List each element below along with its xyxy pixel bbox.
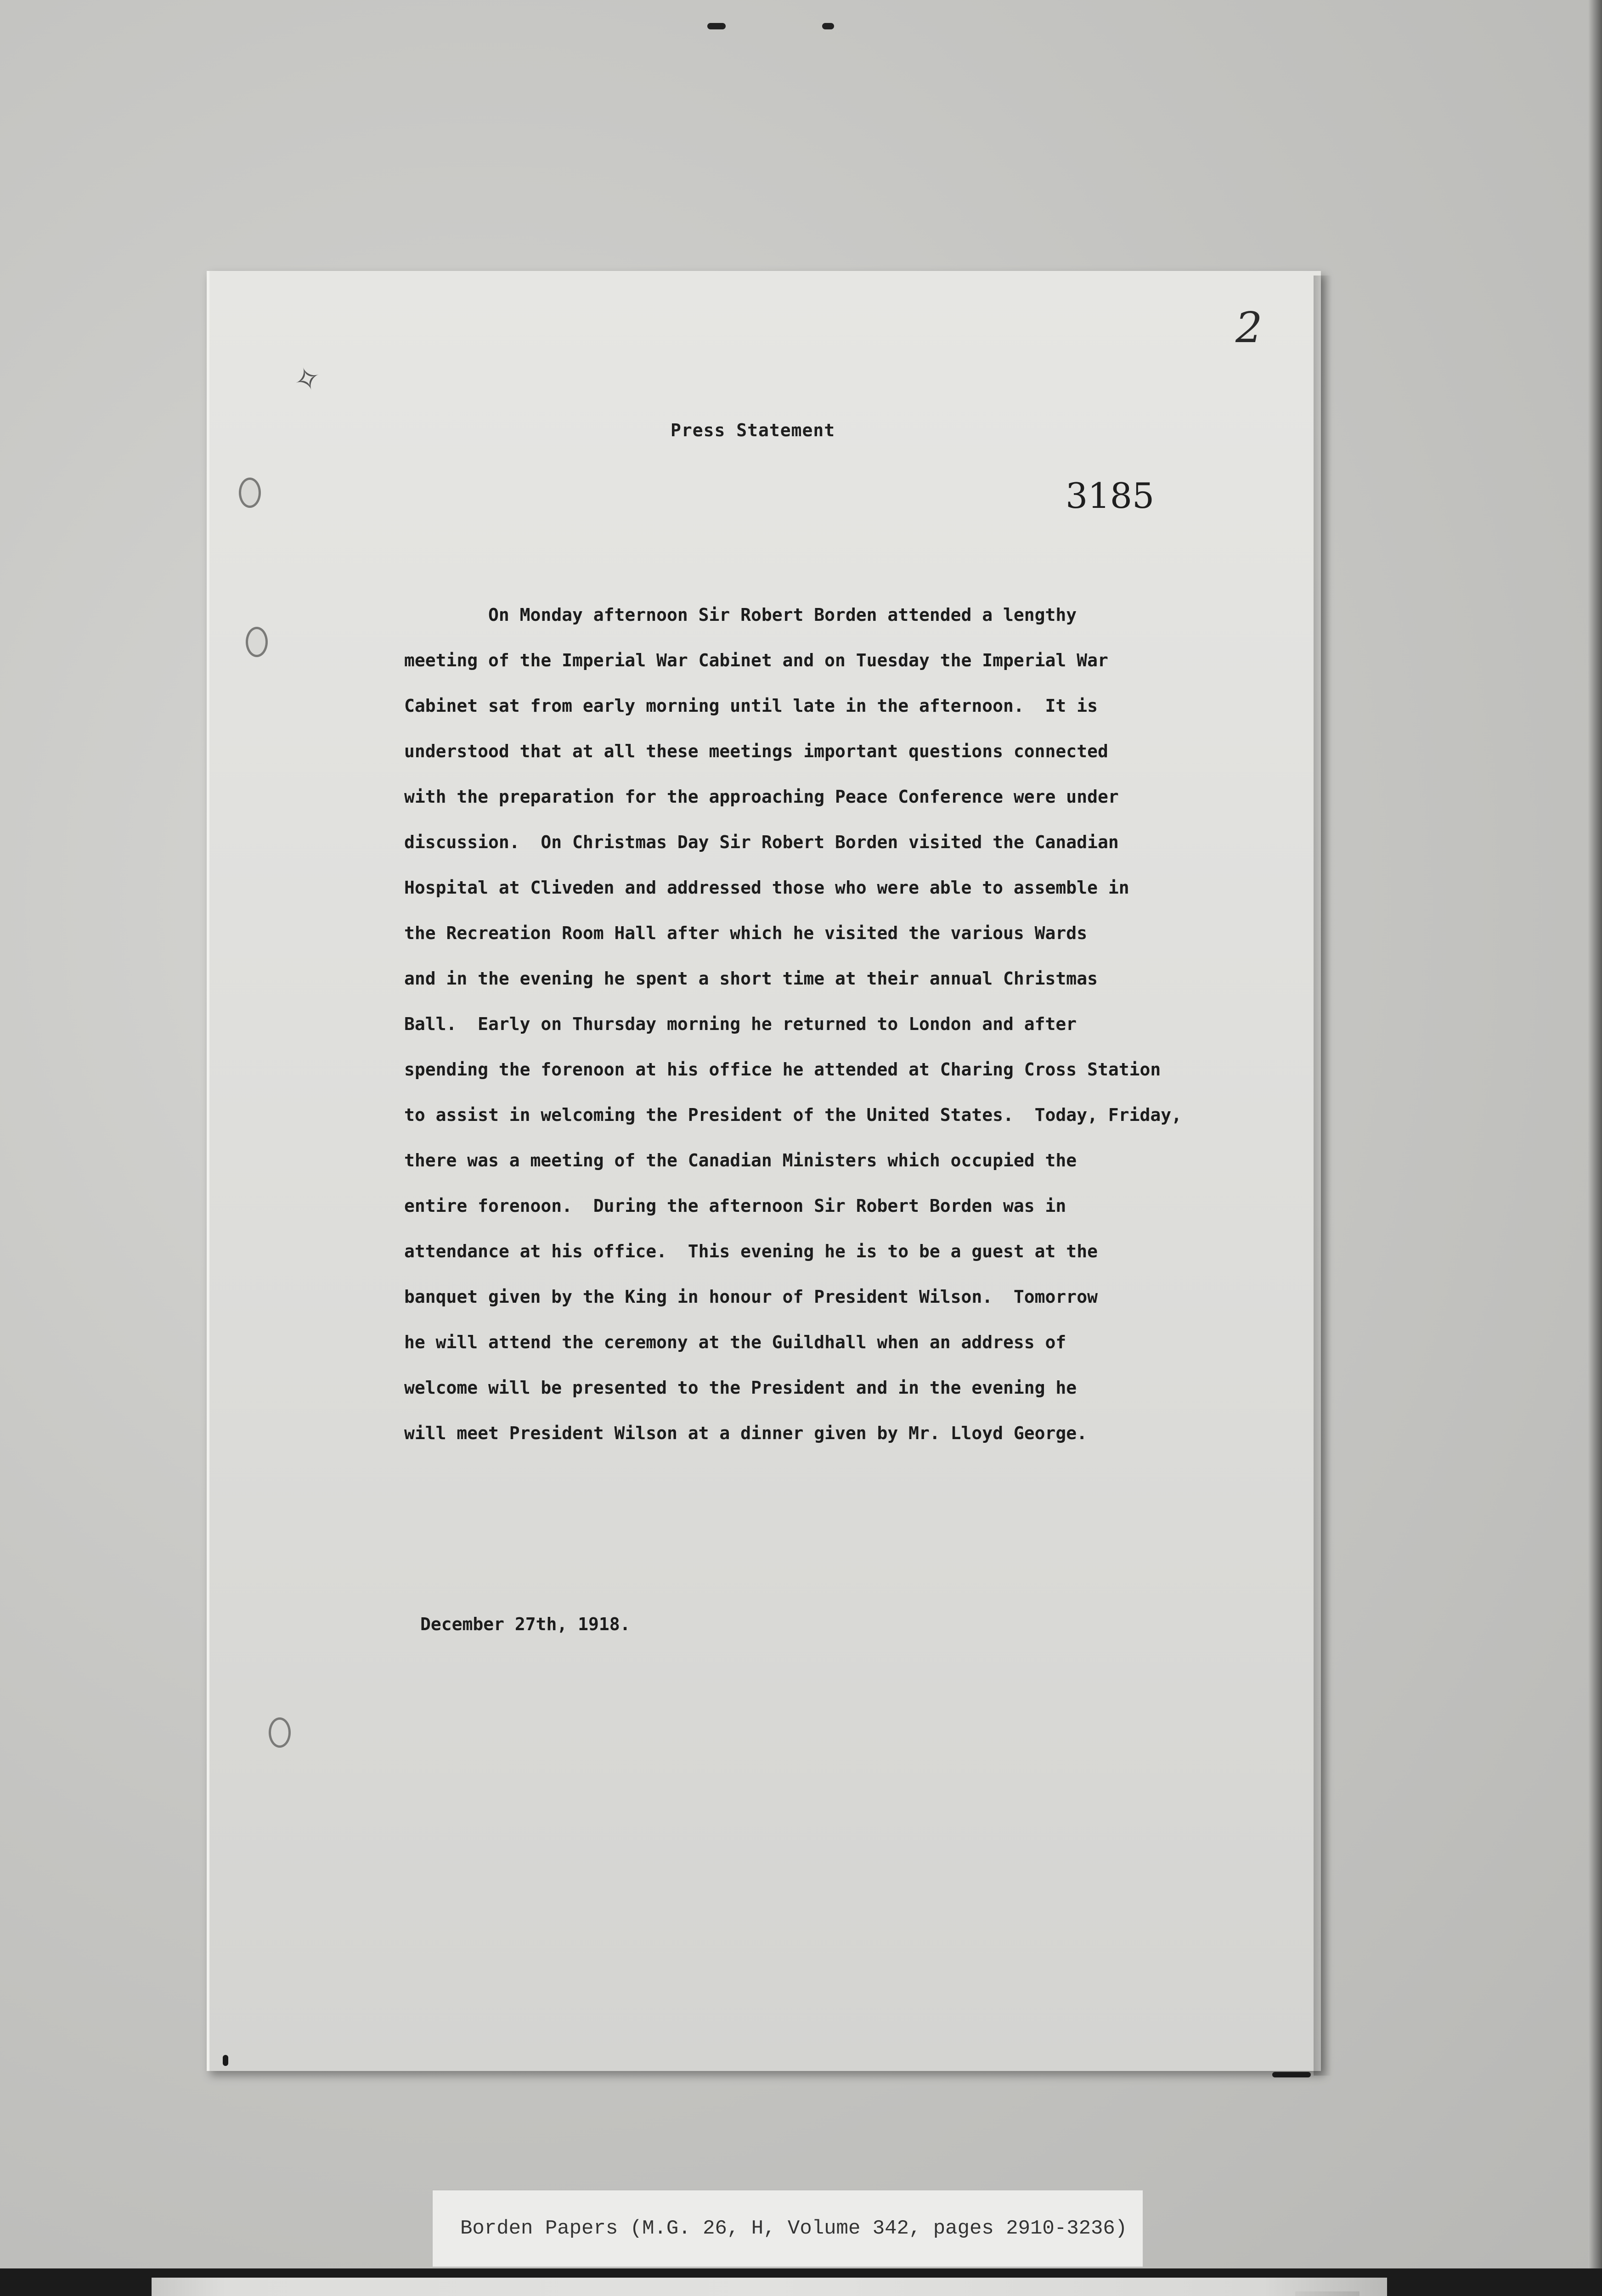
handwritten-mark: ✧ xyxy=(288,357,327,402)
body-line: and in the evening he spent a short time at their annual Christmas xyxy=(404,968,1098,989)
document-body xyxy=(404,592,1268,1456)
card-edge xyxy=(1295,2291,1359,2296)
body-line: banquet given by the King in honour of President Wilson. Tomorrow xyxy=(404,1287,1098,1307)
body-line: meeting of the Imperial War Cabinet and on Tuesday the Imperial War xyxy=(404,650,1108,670)
reference-label xyxy=(432,2189,1144,2268)
body-line: spending the forenoon at his office he attended at Charing Cross Station xyxy=(404,1059,1161,1080)
body-line: attendance at his office. This evening he is to be a guest at the xyxy=(404,1241,1098,1261)
archive-card xyxy=(152,2278,1387,2296)
document-date: December 27th, 1918. xyxy=(420,1614,631,1634)
document-title: Press Statement xyxy=(671,420,835,440)
body-line: to assist in welcoming the President of the United States. Today, Friday, xyxy=(404,1105,1182,1125)
body-line: discussion. On Christmas Day Sir Robert Borden visited the Canadian xyxy=(404,832,1119,852)
body-line: On Monday afternoon Sir Robert Borden attended a lengthy xyxy=(404,605,1077,625)
punch-hole-icon xyxy=(239,478,261,508)
body-line: he will attend the ceremony at the Guildhall when an address of xyxy=(404,1332,1066,1352)
film-top-mark xyxy=(822,23,834,29)
body-line: Ball. Early on Thursday morning he returned to London and after xyxy=(404,1014,1077,1034)
punch-hole-icon xyxy=(246,627,268,657)
film-speck xyxy=(1272,2072,1311,2077)
body-line: there was a meeting of the Canadian Ministers which occupied the xyxy=(404,1150,1077,1171)
film-speck xyxy=(223,2055,228,2066)
body-line: will meet President Wilson at a dinner given by Mr. Lloyd George. xyxy=(404,1423,1088,1443)
page-shadow xyxy=(1314,276,1332,2076)
reference-label-text: Borden Papers (M.G. 26, H, Volume 342, pages 2910-3236) xyxy=(460,2217,1128,2240)
body-line: entire forenoon. During the afternoon Sir Robert Borden was in xyxy=(404,1196,1066,1216)
body-line: understood that at all these meetings important questions connected xyxy=(404,741,1108,761)
document-number: 3185 xyxy=(1066,475,1155,516)
film-edge xyxy=(1588,0,1602,2268)
film-top-mark xyxy=(707,23,726,29)
body-line: the Recreation Room Hall after which he visited the various Wards xyxy=(404,923,1088,943)
body-line: Hospital at Cliveden and addressed those who were able to assemble in xyxy=(404,878,1129,898)
punch-hole-icon xyxy=(269,1717,291,1748)
body-line: welcome will be presented to the President and in the evening he xyxy=(404,1378,1077,1398)
body-line: with the preparation for the approaching Peace Conference were under xyxy=(404,787,1119,807)
page-number: 2 xyxy=(1235,303,1263,352)
body-line: Cabinet sat from early morning until late in the afternoon. It is xyxy=(404,696,1098,716)
